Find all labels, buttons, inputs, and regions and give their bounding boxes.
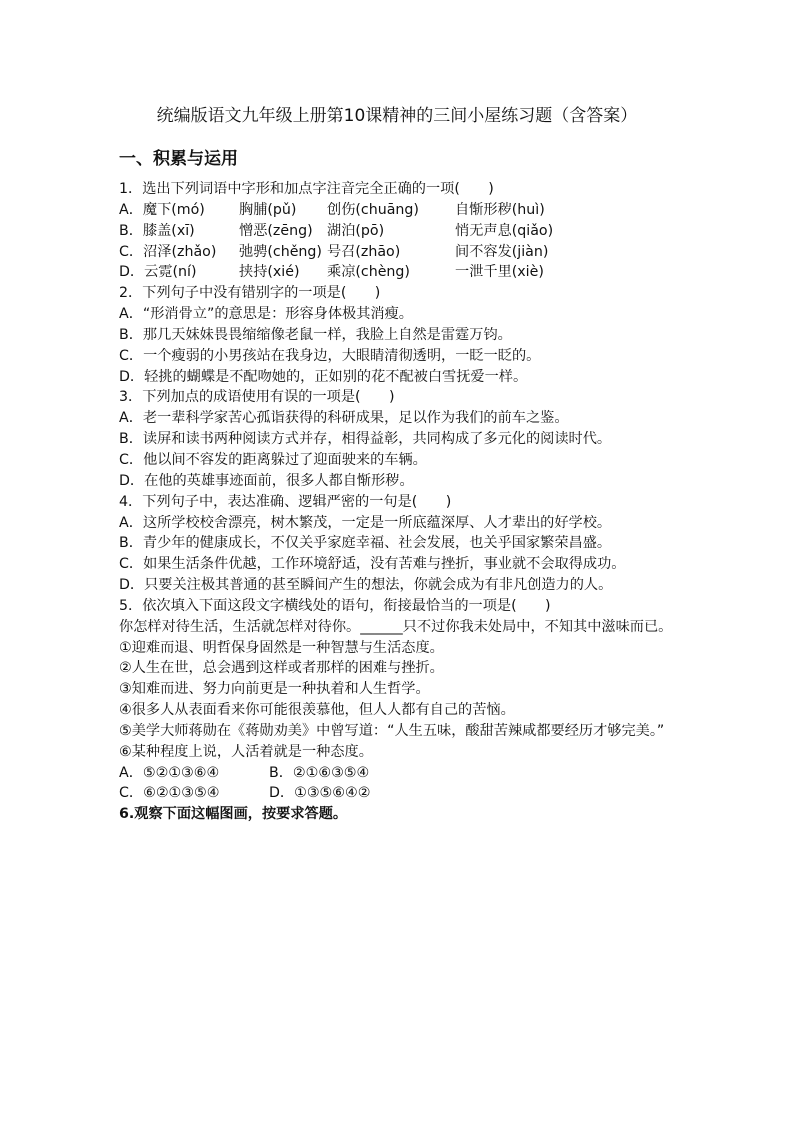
question-5-item-2: ②人生在世，总会遇到这样或者那样的困难与挫折。 [119,660,444,677]
question-2-option-b: B．那几天妹妹畏畏缩缩像老鼠一样，我脸上自然是雷霆万钧。 [119,326,512,343]
question-3-option-a: A．老一辈科学家苦心孤诣获得的科研成果，足以作为我们的前车之鉴。 [119,410,569,427]
question-3-option-c: C．他以间不容发的距离躲过了迎面驶来的车辆。 [119,451,427,468]
option-word: 间不容发(jiàn) [455,243,549,260]
question-5-stem: 5．依次填入下面这段文字横线处的语句，衔接最恰当的一项是( ) [119,597,551,614]
option-word: D．云霓(ní) [119,264,197,281]
question-5-item-6: ⑥某种程度上说，人活着就是一种态度。 [119,743,373,760]
question-body [119,179,679,825]
question-6-stem: 6.观察下面这幅图画，按要求答题。 [119,806,348,823]
option-word: B．膝盖(xī) [119,222,195,239]
option-word: 号召(zhāo) [327,243,401,260]
question-2-option-c: C．一个瘦弱的小男孩站在我身边，大眼睛清彻透明，一眨一眨的。 [119,347,541,364]
document-title: 统编版语文九年级上册第10课精神的三间小屋练习题（含答案） [156,106,638,126]
question-4-option-d: D．只要关注极其普通的甚至瞬间产生的想法，你就会成为有非凡创造力的人。 [119,577,613,594]
question-1-stem: 1．选出下列词语中字形和加点字注音完全正确的一项( ) [119,181,494,197]
question-5-item-3: ③知难而进、努力向前更是一种执着和人生哲学。 [119,681,430,698]
question-1-option-a [119,200,679,221]
option-word: 湖泊(pō) [327,222,385,239]
question-2-option-a: A．“形消骨立”的意思是：形容身体极其消瘦。 [119,306,413,323]
option-word: 一泄千里(xiè) [455,264,544,281]
choice-option: C．⑥②①③⑤④ [119,785,220,802]
option-word: 悄无声息(qiǎo) [455,222,554,239]
question-5-item-4: ④很多人从表面看来你可能很羡慕他，但人人都有自己的苦恼。 [119,702,515,719]
question-5-item-1: ①迎难而退、明哲保身固然是一种智慧与生活态度。 [119,639,444,656]
option-word: 憎恶(zēng) [239,222,313,239]
question-1-option-c [119,242,679,263]
choice-option: D．①③⑤⑥④② [269,785,371,802]
question-2-option-d: D．轻挑的蝴蝶是不配吻她的，正如别的花不配被白雪抚爱一样。 [119,368,528,385]
question-4-stem: 4．下列句子中，表达准确、逻辑严密的一句是( ) [119,493,452,510]
question-5-choices-ab [119,763,679,784]
option-word: 挟持(xié) [239,264,300,281]
choice-option: A．⑤②①③⑥④ [119,764,220,781]
option-word: C．沼泽(zhǎo) [119,243,217,260]
option-word: 创伤(chuāng) [327,201,419,218]
question-5-choices-cd [119,783,679,804]
question-2-stem: 2．下列句子中没有错别字的一项是( ) [119,285,381,302]
question-3-option-b: B．读屏和读书两种阅读方式并存，相得益彰，共同构成了多元化的阅读时代。 [119,431,612,448]
option-word: 自惭形秽(huì) [455,201,545,218]
option-word: 乘凉(chèng) [327,264,410,281]
question-5-passage: 你怎样对待生活，生活就怎样对待你。______只不过你我未处局中，不知其中滋味而已。 [119,618,673,635]
choice-option: B．②①⑥③⑤④ [269,764,370,781]
question-4-option-c: C．如果生活条件优越，工作环境舒适，没有苦难与挫折，事业就不会取得成功。 [119,556,626,573]
option-word: 弛骋(chěng) [239,243,322,260]
option-word: 胸脯(pǔ) [239,201,297,218]
question-3-option-d: D．在他的英雄事迹面前，很多人都自惭形秽。 [119,472,414,489]
question-4-option-b: B．青少年的健康成长，不仅关乎家庭幸福、社会发展，也关乎国家繁荣昌盛。 [119,535,612,552]
section-heading: 一、积累与运用 [119,149,238,169]
question-4-option-a: A．这所学校校舍漂亮，树木繁茂，一定是一所底蕴深厚、人才辈出的好学校。 [119,514,612,531]
question-5-item-5: ⑤美学大师蒋勋在《蒋勋劝美》中曾写道：“人生五味，酸甜苦辣咸都要经历才够完美。” [119,722,665,739]
question-3-stem: 3．下列加点的成语使用有误的一项是( ) [119,389,395,406]
question-1-option-b [119,221,679,242]
question-1-option-d [119,262,679,283]
option-word: A．魔下(mó) [119,201,205,218]
